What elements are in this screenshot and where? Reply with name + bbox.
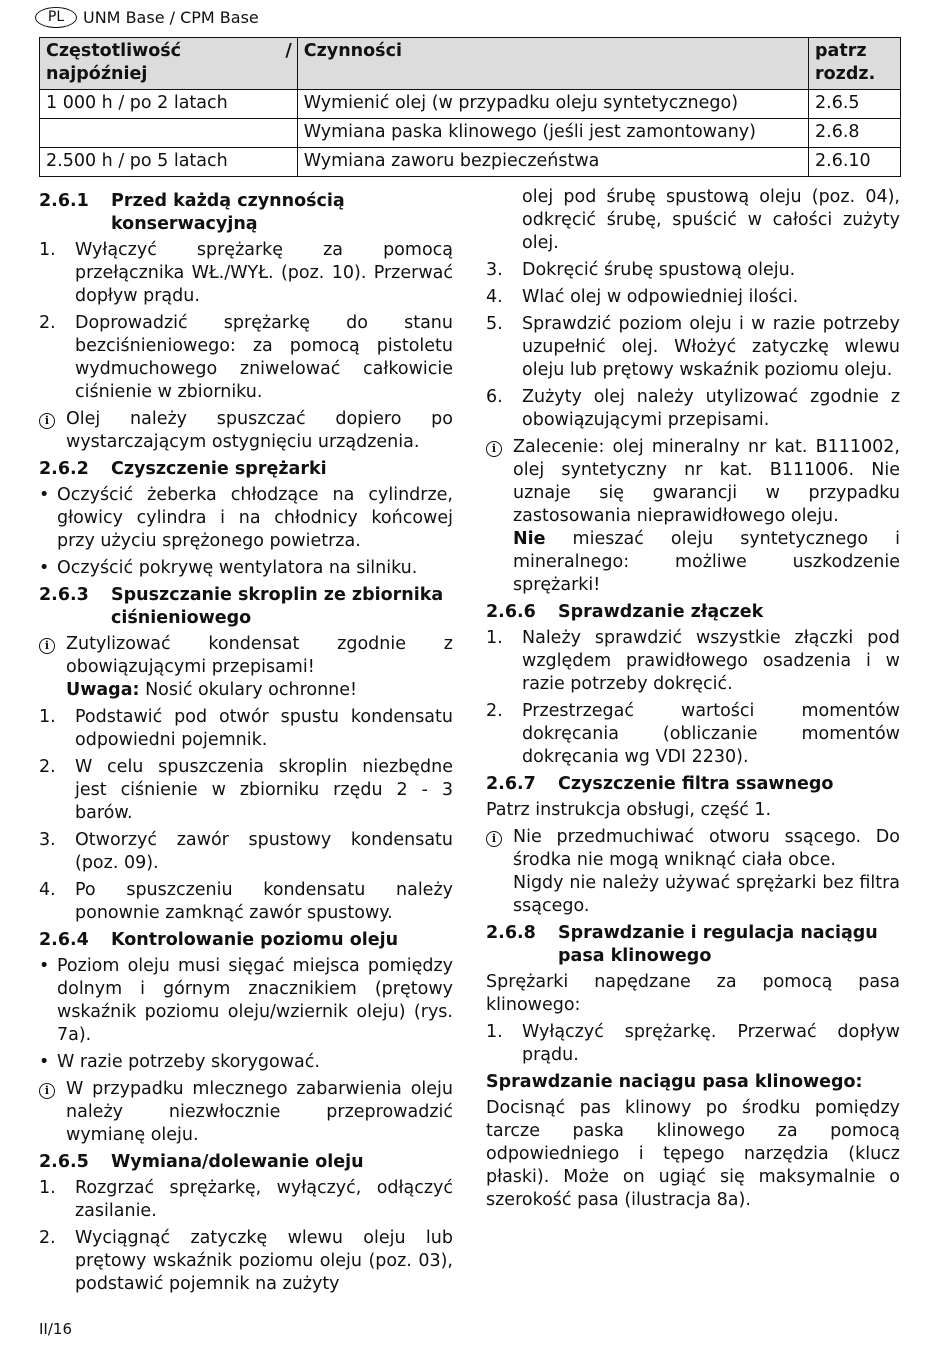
header-frequency-label: Częstotliwość najpóźniej [46,41,182,84]
info-note [39,633,453,702]
list-item [39,829,453,875]
item-number: 3. [486,260,503,280]
list-item [39,239,453,308]
list-item [39,879,453,925]
info-emphasis: Nie [513,529,546,549]
item-text: Wyłączyć sprężarkę. Przerwać dopływ prądu. [522,1022,900,1065]
info-text: Olej należy spuszczać dopiero po wystarczającym ostygnięciu urządzenia. [66,409,453,452]
info-text-rest: mieszać oleju syntetycznego i mineralnego: możliwe uszkodzenie sprężarki! [513,529,900,595]
section-2-6-4-heading [39,929,453,952]
list-item-continuation [486,186,900,255]
table-header-row [40,38,901,90]
cell-reference: 2.6.8 [809,119,901,148]
item-number: 4. [486,287,503,307]
warning-label: Uwaga: [66,680,140,700]
section-number: 2.6.7 [486,774,536,794]
item-text: W razie potrzeby skorygować. [57,1052,320,1072]
info-text-2: Nigdy nie należy używać sprężarki bez filtra ssącego. [513,873,900,916]
section-title: Kontrolowanie poziomu oleju [111,930,399,950]
header-frequency [40,38,298,90]
header-reference: patrz rozdz. [809,38,901,90]
item-text: olej pod śrubę spustową oleju (poz. 04), odkręcić śrubę, spuścić w całości zużyty olej. [522,187,900,253]
item-number: 1. [39,707,56,727]
table-row [40,90,901,119]
section-2-6-7-heading [486,773,900,796]
item-number: 4. [39,880,56,900]
item-number: 1. [39,1178,56,1198]
list-item [39,1227,453,1296]
item-number: 2. [486,701,503,721]
cell-action: Wymiana paska klinowego (jeśli jest zamontowany) [297,119,808,148]
section-number: 2.6.3 [39,585,89,605]
section-title: Czyszczenie sprężarki [111,459,327,479]
right-column [486,186,900,1216]
section-2-6-5-heading [39,1151,453,1174]
list-item [39,1177,453,1223]
item-text: Wyłączyć sprężarkę za pomocą przełącznika WŁ./WYŁ. (poz. 10). Przerwać dopływ prądu. [75,240,453,306]
section-2-6-1-heading [39,190,453,236]
bullet-icon: • [39,558,50,578]
section-title: Wymiana/dolewanie oleju [111,1152,364,1172]
info-icon: i [486,831,502,847]
table-row [40,148,901,177]
section-title: Przed każdą czynnością konserwacyjną [111,191,345,234]
item-text: Wlać olej w odpowiedniej ilości. [522,287,799,307]
document-title: UNM Base / CPM Base [83,7,259,27]
info-body [513,826,900,918]
section-title: Czyszczenie filtra ssawnego [558,774,834,794]
cell-frequency [40,119,298,148]
list-item [39,756,453,825]
bullet-icon: • [39,485,50,505]
item-text: Sprawdzić poziom oleju i w razie potrzeby uzupełnić olej. Włożyć zatyczkę wlewu oleju lub prętowy wskaźnik poziomu oleju. [522,314,900,380]
item-text: Przestrzegać wartości momentów dokręcania (obliczanie momentów dokręcania wg VDI 2230). [522,701,900,767]
bullet-item [39,484,453,553]
item-number: 6. [486,387,503,407]
bullet-item [39,557,453,580]
cell-action: Wymienić olej (w przypadku oleju syntetycznego) [297,90,808,119]
list-item [39,312,453,404]
list-item [486,313,900,382]
item-text: Należy sprawdzić wszystkie złączki pod względem prawidłowego osadzenia i w razie potrzeby dokręcić. [522,628,900,694]
info-note [39,1078,453,1147]
list-item [486,386,900,432]
item-text: Doprowadzić sprężarkę do stanu bezciśnieniowego: za pomocą pistoletu wydmuchowego zniwelować całkowicie ciśnienie w zbiorniku. [75,313,453,402]
info-icon: i [39,413,55,429]
maintenance-table [39,37,901,177]
bullet-icon: • [39,1052,50,1072]
item-text: Oczyścić pokrywę wentylatora na silniku. [57,558,418,578]
item-number: 2. [39,313,56,333]
info-note [486,436,900,597]
section-number: 2.6.2 [39,459,89,479]
warning-text: Nosić okulary ochronne! [139,680,358,700]
header-action: Czynności [297,38,808,90]
item-text: W celu spuszczenia skroplin niezbędne jest ciśnienie w zbiorniku rzędu 2 - 3 barów. [75,757,453,823]
item-text: Po spuszczeniu kondensatu należy ponownie zamknąć zawór spustowy. [75,880,453,923]
item-text: Podstawić pod otwór spustu kondensatu odpowiedni pojemnik. [75,707,453,750]
item-text: Poziom oleju musi sięgać miejsca pomiędzy dolnym i górnym znacznikiem (prętowy wskaźnik poziomu oleju/wziernik oleju) (rys. 7a). [57,956,453,1045]
list-item [486,700,900,769]
info-body [513,436,900,597]
section-number: 2.6.8 [486,923,536,943]
left-column [39,190,453,1300]
cell-frequency: 1 000 h / po 2 latach [40,90,298,119]
section-2-6-2-heading [39,458,453,481]
item-number: 3. [39,830,56,850]
info-text: Nie przedmuchiwać otworu ssącego. Do środka nie mogą wniknąć ciała obce. [513,827,900,870]
item-text: Zużyty olej należy utylizować zgodnie z obowiązującymi przepisami. [522,387,900,430]
cell-frequency: 2.500 h / po 5 latach [40,148,298,177]
paragraph: Sprężarki napędzane za pomocą pasa klinowego: [486,972,900,1015]
header-slash: / [285,41,292,61]
cell-action: Wymiana zaworu bezpieczeństwa [297,148,808,177]
info-text: Zutylizować kondensat zgodnie z obowiązującymi przepisami! [66,634,453,677]
list-item [486,286,900,309]
subheading: Sprawdzanie naciągu pasa klinowego: [486,1072,863,1092]
section-title: Sprawdzanie złączek [558,602,764,622]
item-text: Otworzyć zawór spustowy kondensatu (poz. 09). [75,830,453,873]
section-number: 2.6.5 [39,1152,89,1172]
language-badge: PL [35,7,77,28]
info-icon: i [486,441,502,457]
table-row [40,119,901,148]
paragraph: Patrz instrukcja obsługi, część 1. [486,800,772,820]
section-number: 2.6.6 [486,602,536,622]
section-2-6-8-heading [486,922,900,968]
info-note [486,826,900,918]
cell-reference: 2.6.5 [809,90,901,119]
list-item [486,627,900,696]
item-text: Dokręcić śrubę spustową oleju. [522,260,796,280]
section-number: 2.6.4 [39,930,89,950]
info-text: Zalecenie: olej mineralny nr kat. B111002, olej syntetyczny nr kat. B111006. Nie uznaje się gwarancji w przypadku zastosowania nieprawidłowego oleju. [513,437,900,526]
info-icon: i [39,1083,55,1099]
bullet-item [39,955,453,1047]
section-title: Spuszczanie skroplin ze zbiornika ciśnieniowego [111,585,444,628]
bullet-icon: • [39,956,50,976]
item-number: 1. [39,240,56,260]
item-number: 5. [486,314,503,334]
item-number: 1. [486,628,503,648]
list-item [486,259,900,282]
paragraph: Docisnąć pas klinowy po środku pomiędzy tarcze paska klinowego za pomocą odpowiedniego i tępego narzędzia (klucz płaski). Może on ugiąć się maksymalnie o szerokość pasa (ilustracja 8a). [486,1098,900,1210]
section-title: Sprawdzanie i regulacja naciągu pasa klinowego [558,923,878,966]
section-2-6-6-heading [486,601,900,624]
list-item [39,706,453,752]
item-indent [486,186,522,255]
page-number: II/16 [39,1320,72,1338]
cell-reference: 2.6.10 [809,148,901,177]
item-text: Rozgrzać sprężarkę, wyłączyć, odłączyć zasilanie. [75,1178,453,1221]
info-text: W przypadku mlecznego zabarwienia oleju należy niezwłocznie przeprowadzić wymianę oleju. [66,1079,453,1145]
list-item [486,1021,900,1067]
bullet-item [39,1051,453,1074]
section-number: 2.6.1 [39,191,89,211]
info-icon: i [39,638,55,654]
info-note [39,408,453,454]
item-number: 1. [486,1022,503,1042]
item-text: Oczyścić żeberka chłodzące na cylindrze, głowicy cylindra i na chłodnicy końcowej przy użyciu sprężonego powietrza. [57,485,453,551]
item-number: 2. [39,1228,56,1248]
info-body [66,633,453,702]
item-text: Wyciągnąć zatyczkę wlewu oleju lub prętowy wskaźnik poziomu oleju (poz. 03), podstawić pojemnik na zużyty [75,1228,453,1294]
item-number: 2. [39,757,56,777]
section-2-6-3-heading [39,584,453,630]
page-header [35,6,259,28]
